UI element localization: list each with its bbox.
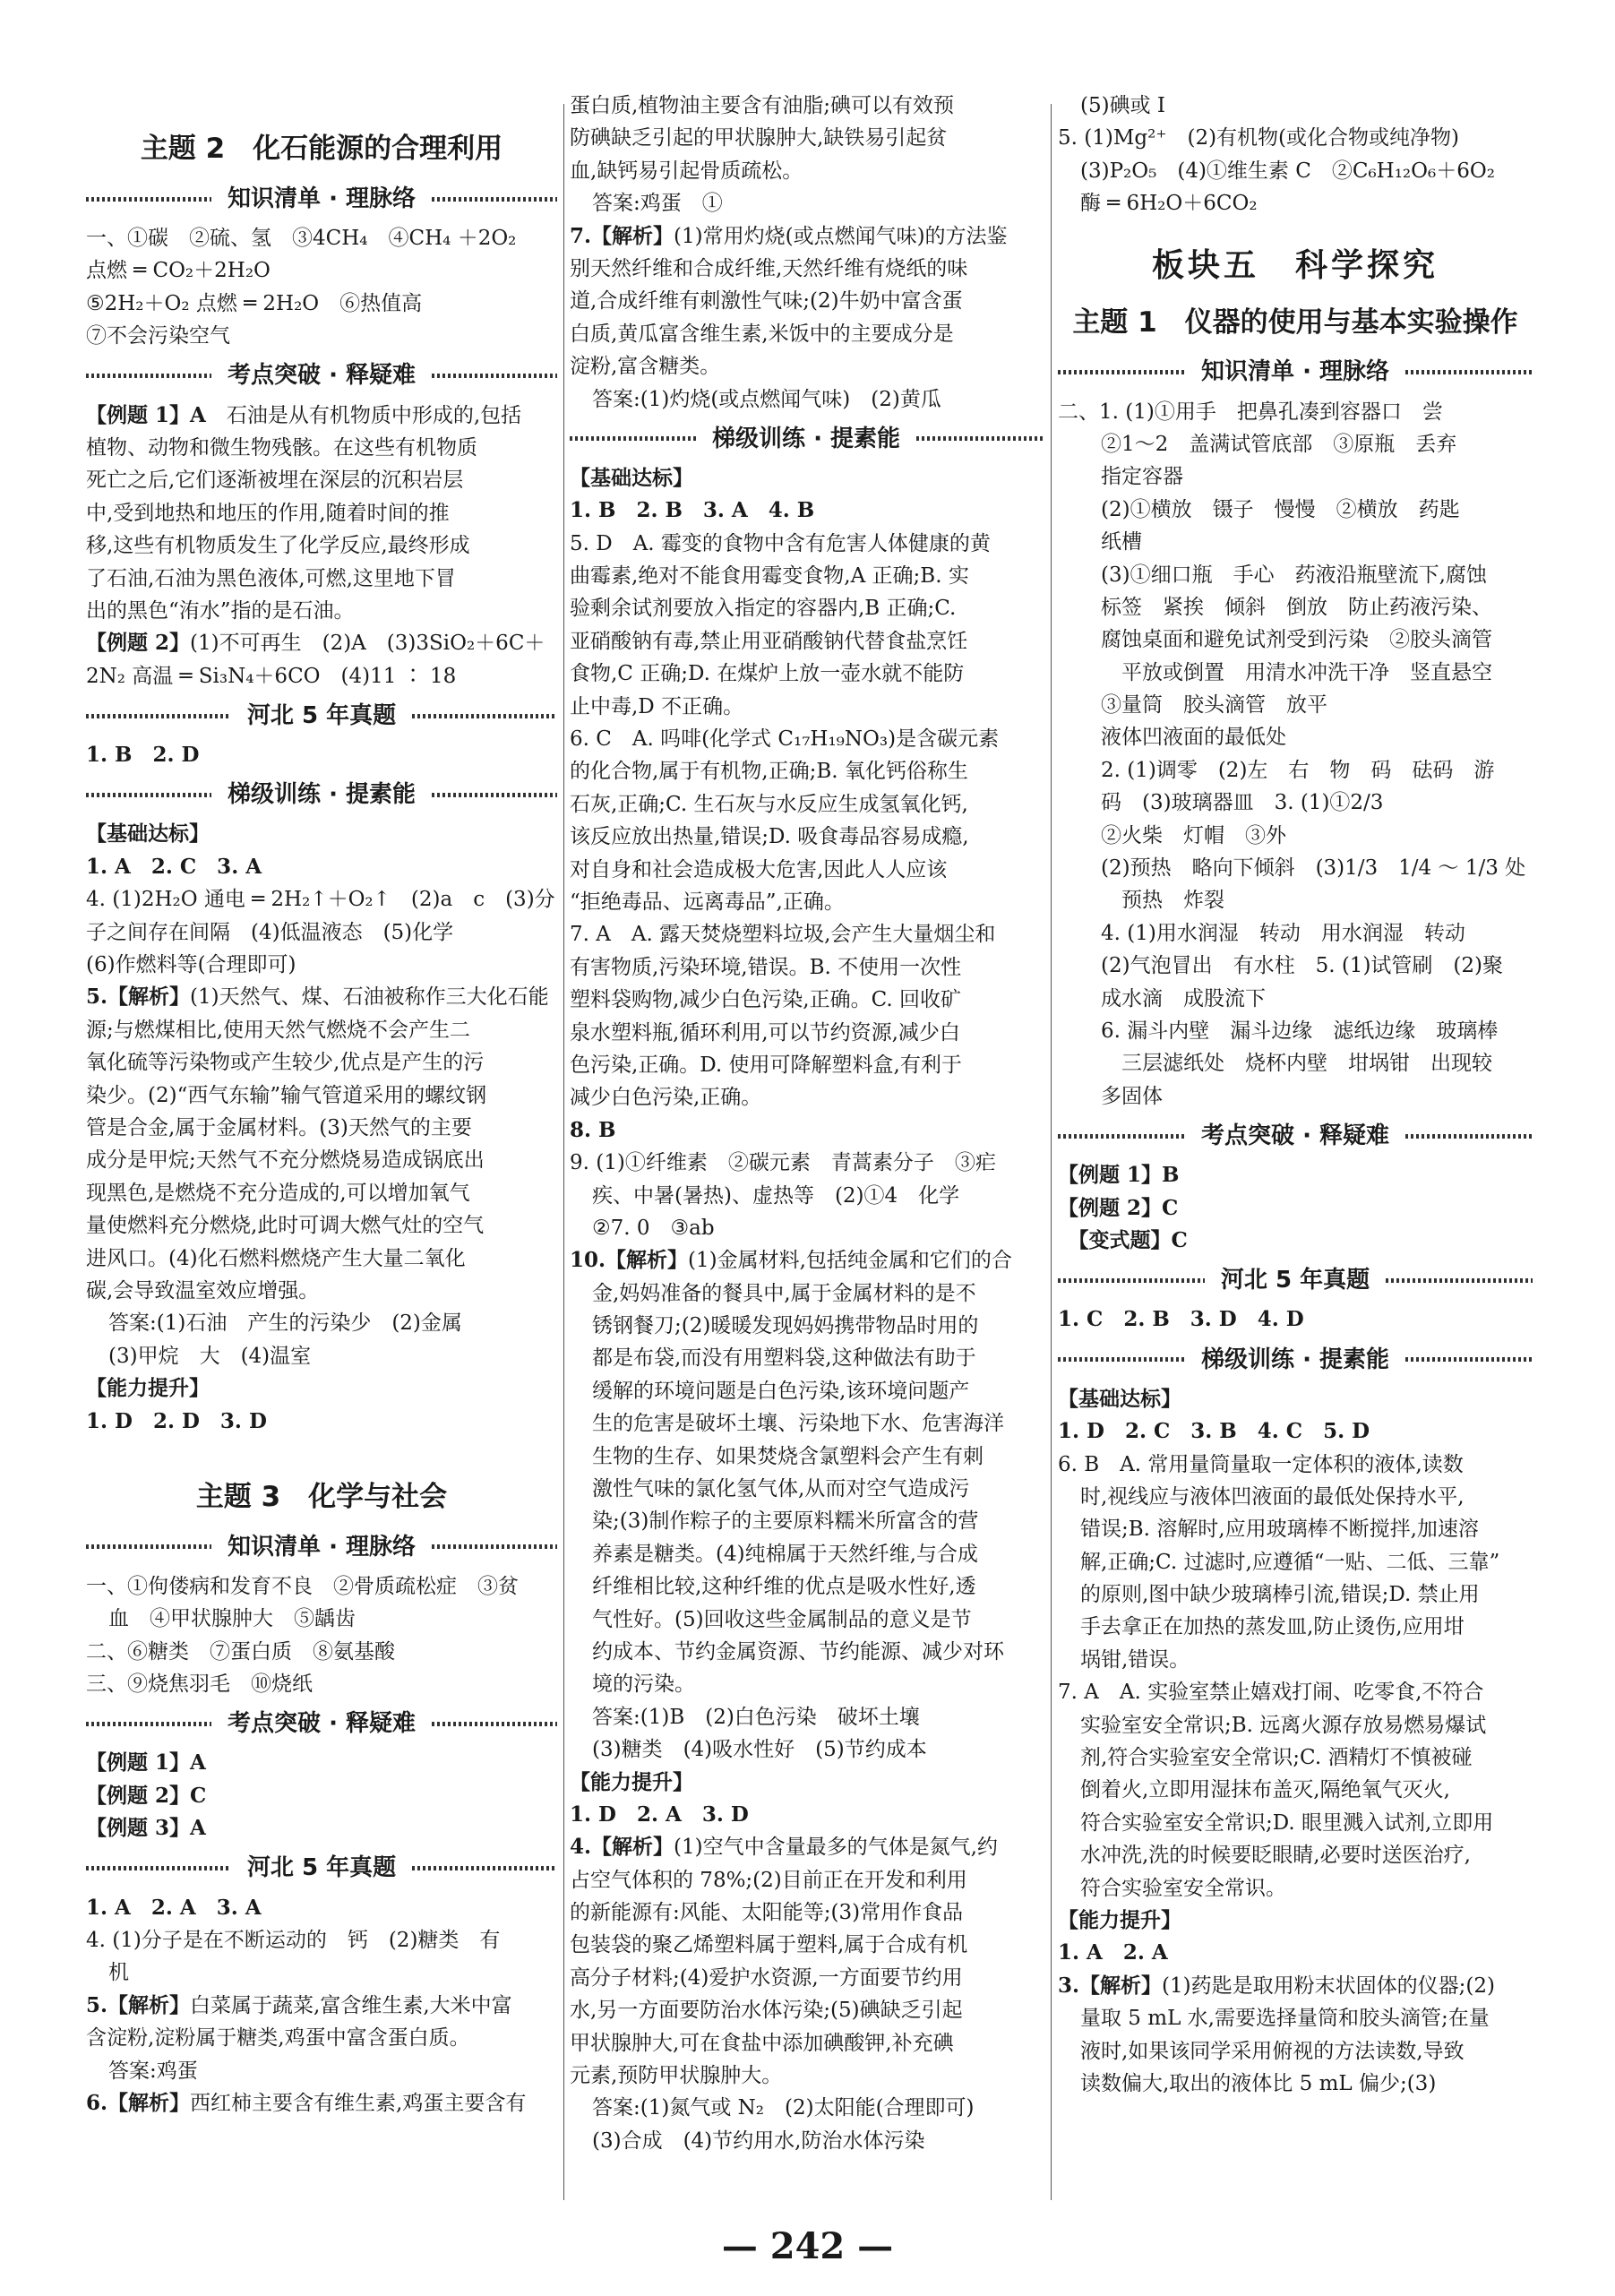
- text-line: (2)预热 略向下倾斜 (3)1/3 1/4 ～ 1/3 处: [1101, 856, 1526, 881]
- text-line: 量使燃料充分燃烧,此时可调大燃气灶的空气: [86, 1214, 485, 1238]
- column-divider: [1051, 104, 1052, 2200]
- text-line: 气性好。(5)回收这些金属制品的意义是节: [592, 1607, 972, 1631]
- banner-rule: [86, 793, 211, 797]
- text-line: 生的危害是破坏土壤、污染地下水、危害海洋: [592, 1412, 1004, 1436]
- answer-tag: 【例题 1】A: [86, 402, 206, 427]
- text-line: (3)①细口瓶 手心 药液沿瓶壁流下,腐蚀: [1101, 563, 1487, 587]
- text-line: ②火柴 灯帽 ③外: [1101, 823, 1286, 847]
- banner-rule: [1058, 1278, 1205, 1283]
- section-banner: [86, 698, 557, 734]
- section-banner: [570, 421, 1043, 457]
- banner-rule: [1386, 1278, 1533, 1283]
- text-line: 对自身和社会造成极大危害,因此人人应该: [570, 857, 948, 881]
- text-line: 1. A 2. A: [1058, 1940, 1168, 1965]
- text-line: 标签 紧挨 倾斜 倒放 防止药液污染、: [1101, 595, 1492, 619]
- text-line: 4.【解析】(1)空气中含量最多的气体是氮气,约: [570, 1835, 998, 1860]
- text-line: 石灰,正确;C. 生石灰与水反应生成氢氧化钙,: [570, 792, 968, 816]
- text-line: 6. 漏斗内壁 漏斗边缘 滤纸边缘 玻璃棒: [1101, 1019, 1499, 1043]
- banner-rule: [432, 1722, 557, 1726]
- column-divider: [563, 104, 564, 2200]
- banner-rule: [1405, 1357, 1533, 1362]
- text-line: 含淀粉,淀粉属于糖类,鸡蛋中富含蛋白质。: [86, 2026, 470, 2051]
- text-line: 4. (1)用水润湿 转动 用水润湿 转动: [1101, 921, 1465, 945]
- text-line: 酶 ═ 6H₂O＋6CO₂: [1080, 192, 1258, 216]
- text-line: 色污染,正确。D. 使用可降解塑料盒,有利于: [570, 1053, 962, 1077]
- text-line: 的原则,图中缺少玻璃棒引流,错误;D. 禁止用: [1080, 1583, 1480, 1607]
- banner-title: 考点突破 · 释疑难: [1201, 1122, 1389, 1149]
- text-line: 碳,会导致温室效应增强。: [86, 1278, 320, 1303]
- text-line: ②7. 0 ③ab: [592, 1216, 715, 1240]
- text-line: 激性气味的氯化氢气体,从而对空气造成污: [592, 1477, 970, 1501]
- text-line: 5. D A. 霉变的食物中含有危害人体健康的黄: [570, 531, 991, 555]
- text-line: 出的黑色“洧水”指的是石油。: [86, 598, 355, 623]
- answer-tag: 4.【解析】: [570, 1835, 674, 1860]
- column-1: [86, 90, 557, 2120]
- column-2: [570, 90, 1043, 2157]
- text-line: 答案:(1)氮气或 N₂ (2)太阳能(合理即可): [592, 2096, 975, 2120]
- text-line: 错误;B. 溶解时,应用玻璃棒不断搅拌,加速溶: [1080, 1518, 1479, 1542]
- banner-title: 河北 5 年真题: [246, 1854, 397, 1882]
- spacer: [86, 90, 557, 122]
- text-line: 血 ④甲状腺肿大 ⑤龋齿: [108, 1607, 356, 1631]
- text-line: 【例题 2】C: [86, 1783, 207, 1808]
- topic-heading: 主题 1 仪器的使用与基本实验操作: [1072, 305, 1518, 339]
- answer-tag: 【例题 2】: [86, 631, 191, 656]
- text-line: 高分子材料;(4)爱护水资源,一方面要节约用: [570, 1965, 963, 1990]
- text-line: 血,缺钙易引起骨质疏松。: [570, 159, 803, 183]
- text-line: 源;与燃煤相比,使用天然气燃烧不会产生二: [86, 1018, 471, 1042]
- text-line: 1. D 2. D 3. D: [86, 1408, 267, 1433]
- banner-rule: [1405, 1134, 1533, 1139]
- text-line: 腐蚀桌面和避免试剂受到污染 ②胶头滴管: [1101, 628, 1492, 652]
- text-line: 量取 5 mL 水,需要选择量筒和胶头滴管;在量: [1080, 2007, 1490, 2031]
- spacer: [1058, 220, 1533, 236]
- text-line: 【变式题】C: [1058, 1227, 1188, 1252]
- banner-title: 河北 5 年真题: [246, 701, 397, 729]
- text-line: 淀粉,富含糖类。: [570, 355, 721, 379]
- text-line: 子之间存在间隔 (4)低温液态 (5)化学: [86, 920, 454, 944]
- text-line: 缓解的环境问题是白色污染,该环境问题产: [592, 1379, 970, 1403]
- text-line: 答案:(1)B (2)白色污染 破坏土壤: [592, 1705, 920, 1729]
- text-line: 1. A 2. A 3. A: [86, 1895, 262, 1920]
- text-line: (3)甲烷 大 (4)温室: [108, 1344, 312, 1368]
- text-line: 减少白色污染,正确。: [570, 1086, 762, 1110]
- text-line: 1. A 2. C 3. A: [86, 854, 262, 879]
- text-line: 6. C A. 吗啡(化学式 C₁₇H₁₉NO₃)是含碳元素: [570, 727, 1000, 752]
- text-line: 一、①佝偻病和发育不良 ②骨质疏松症 ③贫: [86, 1574, 519, 1598]
- text-line: 解,正确;C. 过滤时,应遵循“一贴、二低、三靠”: [1080, 1550, 1500, 1574]
- banner-title: 梯级训练 · 提素能: [228, 781, 416, 809]
- banner-rule: [86, 714, 231, 718]
- banner-rule: [86, 1866, 231, 1870]
- text-line: 塑料袋购物,减少白色污染,正确。C. 回收矿: [570, 988, 962, 1012]
- text-line: 三、⑨烧焦羽毛 ⑩烧纸: [86, 1673, 313, 1697]
- text-line: 防碘缺乏引起的甲状腺肿大,缺铁易引起贫: [570, 126, 948, 150]
- text-line: 7.【解析】(1)常用灼烧(或点燃闻气味)的方法鉴: [570, 223, 1008, 248]
- text-line: 包装袋的聚乙烯塑料属于塑料,属于合成有机: [570, 1933, 968, 1957]
- banner-rule: [570, 436, 696, 441]
- text-line: 时,视线应与液体凹液面的最低处保持水平,: [1080, 1484, 1465, 1509]
- text-line: 【基础达标】: [570, 465, 693, 490]
- text-line: 答案:(1)灼烧(或点燃闻气味) (2)黄瓜: [592, 387, 941, 411]
- banner-rule: [432, 1544, 557, 1549]
- answer-tag: 7.【解析】: [570, 223, 674, 248]
- text-line: 5.【解析】白菜属于蔬菜,富含维生素,大米中富: [86, 1992, 512, 2017]
- banner-rule: [916, 436, 1043, 441]
- section-banner: [1058, 1342, 1533, 1378]
- text-line: 的化合物,属于有机物,正确;B. 氧化钙俗称生: [570, 760, 968, 784]
- answer-tag: 6.【解析】: [86, 2090, 191, 2115]
- text-line: 水,另一方面要防治水体污染;(5)碘缺乏引起: [570, 1999, 963, 2023]
- text-line: 该反应放出热量,错误;D. 吸食毒品容易成瘾,: [570, 825, 969, 849]
- text-line: 1. D 2. C 3. B 4. C 5. D: [1058, 1419, 1370, 1444]
- banner-rule: [412, 1866, 557, 1870]
- banner-title: 梯级训练 · 提素能: [712, 425, 900, 452]
- text-line: 食物,C 正确;D. 在煤炉上放一壶水就不能防: [570, 662, 965, 686]
- text-line: 8. B: [570, 1117, 616, 1142]
- text-line: 9. (1)①纤维素 ②碳元素 青蒿素分子 ③疟: [570, 1151, 996, 1175]
- text-line: 码 (3)玻璃器皿 3. (1)①2/3: [1101, 791, 1384, 815]
- text-line: 【能力提升】: [570, 1769, 693, 1794]
- text-line: ③量筒 胶头滴管 放平: [1101, 693, 1327, 718]
- column-3: [1058, 90, 1533, 2100]
- text-line: (3)P₂O₅ (4)①维生素 C ②C₆H₁₂O₆＋6O₂: [1080, 159, 1495, 183]
- banner-rule: [432, 793, 557, 797]
- text-line: 纸槽: [1101, 530, 1142, 555]
- banner-title: 河北 5 年真题: [1220, 1267, 1370, 1294]
- text-line: 【例题 1】A: [86, 1750, 206, 1776]
- text-line: 埚钳,错误。: [1080, 1647, 1190, 1672]
- text-line: (3)合成 (4)节约用水,防治水体污染: [592, 2128, 925, 2153]
- text-line: 【例题 2】(1)不可再生 (2)A (3)3SiO₂＋6C＋: [86, 631, 545, 656]
- text-line: ②1～2 盖满试管底部 ③原瓶 丢弃: [1101, 432, 1457, 456]
- text-line: 4. (1)2H₂O 通电 ═ 2H₂↑＋O₂↑ (2)a c (3)分: [86, 888, 555, 912]
- text-line: 实验室安全常识;B. 远离火源存放易燃易爆试: [1080, 1713, 1487, 1737]
- banner-rule: [86, 1544, 211, 1549]
- banner-title: 梯级训练 · 提素能: [1201, 1346, 1389, 1373]
- text-line: 指定容器: [1101, 465, 1183, 489]
- text-line: 泉水塑料瓶,循环利用,可以节约资源,减少白: [570, 1020, 960, 1045]
- banner-rule: [86, 197, 211, 202]
- text-line: 倒着火,立即用湿抹布盖灭,隔绝氧气灭火,: [1080, 1778, 1450, 1802]
- text-line: 三层滤纸处 烧杯内壁 坩埚钳 出现较: [1101, 1052, 1492, 1076]
- section-banner: [86, 358, 557, 394]
- text-line: 植物、动物和微生物残骸。在这些有机物质: [86, 435, 477, 460]
- text-line: ⑦不会污染空气: [86, 324, 230, 348]
- text-line: (3)糖类 (4)吸水性好 (5)节约成本: [592, 1738, 927, 1762]
- section-banner: [86, 1529, 557, 1565]
- text-line: 有害物质,污染环境,错误。B. 不使用一次性: [570, 955, 962, 979]
- banner-rule: [1405, 370, 1533, 374]
- text-line: 1. B 2. D: [86, 743, 200, 768]
- text-line: 染少。(2)“西气东输”输气管道采用的螺纹钢: [86, 1083, 487, 1107]
- text-line: 【基础达标】: [86, 821, 210, 847]
- text-line: 管是合金,属于金属材料。(3)天然气的主要: [86, 1115, 472, 1139]
- text-line: 占空气体积的 78%;(2)目前正在开发和利用: [570, 1868, 967, 1892]
- text-line: 7. A A. 实验室禁止嬉戏打闹、吃零食,不符合: [1058, 1681, 1484, 1705]
- text-line: 6. B A. 常用量筒量取一定体积的液体,读数: [1058, 1452, 1464, 1476]
- banner-rule: [1058, 1357, 1185, 1362]
- text-line: 锈钢餐刀;(2)暖暖发现妈妈携带物品时用的: [592, 1314, 979, 1338]
- text-line: 6.【解析】西红柿主要含有维生素,鸡蛋主要含有: [86, 2090, 527, 2115]
- text-line: 【能力提升】: [1058, 1907, 1181, 1932]
- text-line: 中,受到地热和地压的作用,随着时间的推: [86, 501, 450, 525]
- text-line: 7. A A. 露天焚烧塑料垃圾,会产生大量烟尘和: [570, 923, 996, 947]
- text-line: 移,这些有机物质发生了化学反应,最终形成: [86, 534, 470, 558]
- text-line: 的新能源有:风能、太阳能等;(3)常用作食品: [570, 1901, 964, 1925]
- spacer: [86, 1438, 557, 1470]
- text-line: 甲状腺肿大,可在食盐中添加碘酸钾,补充碘: [570, 2031, 954, 2055]
- text-line: 1. C 2. B 3. D 4. D: [1058, 1307, 1304, 1332]
- text-line: (2)①横放 镊子 慢慢 ②横放 药匙: [1101, 497, 1460, 521]
- answer-tag: 10.【解析】: [570, 1248, 689, 1273]
- section-banner: [86, 1706, 557, 1741]
- text-line: 进风口。(4)化石燃料燃烧产生大量二氧化: [86, 1246, 466, 1270]
- text-line: 符合实验室安全常识;D. 眼里溅入试剂,立即用: [1080, 1810, 1494, 1835]
- text-line: 约成本、节约金属资源、节约能源、减少对环: [592, 1639, 1004, 1664]
- section-banner: [1058, 355, 1533, 391]
- banner-rule: [432, 197, 557, 202]
- text-line: 都是布袋,而没有用塑料袋,这种做法有助于: [592, 1346, 976, 1371]
- text-line: 手去拿正在加热的蒸发皿,防止烫伤,应用坩: [1080, 1615, 1465, 1639]
- text-line: 曲霉素,绝对不能食用霉变食物,A 正确;B. 实: [570, 564, 969, 589]
- text-line: 1. B 2. B 3. A 4. B: [570, 498, 815, 523]
- text-line: 点燃 ═ CO₂＋2H₂O: [86, 259, 271, 283]
- text-line: (2)气泡冒出 有水柱 5. (1)试管刷 (2)聚: [1101, 954, 1503, 978]
- text-line: 水冲洗,洗的时候要眨眼睛,必要时送医治疗,: [1080, 1844, 1471, 1868]
- text-line: 平放或倒置 用清水冲洗干净 竖直悬空: [1101, 660, 1492, 684]
- text-line: 5.【解析】(1)天然气、煤、石油被称作三大化石能: [86, 985, 549, 1010]
- banner-rule: [432, 374, 557, 378]
- text-line: 白质,黄瓜富含维生素,米饭中的主要成分是: [570, 322, 954, 346]
- text-line: 亚硝酸钠有毒,禁止用亚硝酸钠代替食盐烹饪: [570, 629, 968, 653]
- text-line: ⑤2H₂＋O₂ 点燃 ═ 2H₂O ⑥热值高: [86, 291, 423, 315]
- text-line: 液时,如果该同学采用俯视的方法读数,导致: [1080, 2039, 1465, 2063]
- text-line: 剂,符合实验室安全常识;C. 酒精灯不慎被碰: [1080, 1746, 1473, 1770]
- banner-title: 考点突破 · 释疑难: [228, 1710, 416, 1738]
- text-line: 10.【解析】(1)金属材料,包括纯金属和它们的合: [570, 1248, 1012, 1273]
- text-line: 金,妈妈准备的餐具中,属于金属材料的是不: [592, 1281, 976, 1305]
- text-line: 元素,预防甲状腺肿大。: [570, 2064, 783, 2088]
- text-line: 道,合成纤维有刺激性气味;(2)牛奶中富含蛋: [570, 289, 963, 314]
- banner-rule: [86, 374, 211, 378]
- page-number: — 242 —: [721, 2225, 894, 2267]
- text-line: “拒绝毒品、远离毒品”,正确。: [570, 890, 845, 914]
- banner-title: 知识清单 · 理脉络: [228, 185, 416, 212]
- text-line: 境的污染。: [592, 1673, 695, 1697]
- topic-heading: 主题 2 化石能源的合理利用: [140, 133, 503, 165]
- text-line: 机: [108, 1961, 129, 1985]
- text-line: 纤维相比较,这种纤维的优点是吸水性好,透: [592, 1575, 976, 1599]
- section-heading: 板块五 科学探究: [1151, 246, 1439, 284]
- text-line: 二、1. (1)①用手 把鼻孔凑到容器口 尝: [1058, 400, 1443, 424]
- text-line: 染;(3)制作粽子的主要原料糯米所富含的营: [592, 1509, 979, 1534]
- section-banner: [86, 181, 557, 217]
- text-line: 【例题 3】A: [86, 1816, 206, 1841]
- text-line: 4. (1)分子是在不断运动的 钙 (2)糖类 有: [86, 1929, 501, 1953]
- banner-title: 知识清单 · 理脉络: [228, 1533, 416, 1561]
- section-banner: [1058, 1118, 1533, 1154]
- text-line: 生物的生存、如果焚烧含氯塑料会产生有刺: [592, 1444, 984, 1468]
- text-line: 验剩余试剂要放入指定的容器内,B 正确;C.: [570, 597, 957, 621]
- text-line: 符合实验室安全常识。: [1080, 1876, 1286, 1900]
- text-line: 【例题 2】C: [1058, 1195, 1179, 1220]
- text-line: 2N₂ 高温 ═ Si₃N₄＋6CO (4)11 ∶ 18: [86, 664, 457, 688]
- section-banner: [1058, 1262, 1533, 1298]
- text-line: 1. D 2. A 3. D: [570, 1802, 749, 1827]
- topic-heading: 主题 3 化学与社会: [195, 1480, 448, 1513]
- section-banner: [86, 1851, 557, 1887]
- text-line: 一、①碳 ②硫、氢 ③4CH₄ ④CH₄ ＋2O₂: [86, 227, 517, 250]
- text-line: 答案:鸡蛋: [108, 2059, 198, 2083]
- text-line: 止中毒,D 不正确。: [570, 694, 744, 718]
- banner-rule: [1058, 370, 1185, 374]
- text-line: 现黑色,是燃烧不充分造成的,可以增加氧气: [86, 1181, 470, 1205]
- text-line: 疾、中暑(暑热)、虚热等 (2)①4 化学: [592, 1183, 960, 1208]
- text-line: 答案:(1)石油 产生的污染少 (2)金属: [108, 1311, 462, 1336]
- text-line: 多固体: [1101, 1084, 1163, 1108]
- answer-tag: 3.【解析】: [1058, 1973, 1163, 1998]
- text-line: 【能力提升】: [86, 1376, 210, 1401]
- text-line: 【例题 1】B: [1058, 1163, 1180, 1188]
- text-line: 5. (1)Mg²⁺ (2)有机物(或化合物或纯净物): [1058, 126, 1459, 150]
- banner-rule: [1058, 1134, 1185, 1139]
- banner-title: 知识清单 · 理脉络: [1201, 358, 1389, 386]
- banner-title: 考点突破 · 释疑难: [228, 362, 416, 390]
- answer-tag: 5.【解析】: [86, 985, 191, 1010]
- section-banner: [86, 777, 557, 813]
- text-line: 别天然纤维和合成纤维,天然纤维有烧纸的味: [570, 256, 968, 280]
- answer-tag: 5.【解析】: [86, 1992, 191, 2017]
- text-line: 了石油,石油为黑色液体,可燃,这里地下冒: [86, 566, 456, 590]
- text-line: 成水滴 成股流下: [1101, 986, 1266, 1010]
- text-line: 3.【解析】(1)药匙是取用粉末状固体的仪器;(2): [1058, 1973, 1495, 1998]
- text-line: 蛋白质,植物油主要含有油脂;碘可以有效预: [570, 94, 955, 117]
- text-line: 【基础达标】: [1058, 1386, 1181, 1411]
- banner-rule: [86, 1722, 211, 1726]
- text-line: 液体凹液面的最低处: [1101, 726, 1286, 750]
- text-line: (5)碘或 I: [1080, 94, 1165, 117]
- banner-rule: [412, 714, 557, 718]
- text-line: 答案:鸡蛋 ①: [592, 192, 723, 216]
- text-line: 氧化硫等污染物或产生较少,优点是产生的污: [86, 1051, 485, 1075]
- text-line: (6)作燃料等(合理即可): [86, 953, 296, 977]
- text-line: 【例题 1】A 石油是从有机物质中形成的,包括: [86, 402, 522, 427]
- text-line: 死亡之后,它们逐渐被埋在深层的沉积岩层: [86, 469, 464, 493]
- text-line: 养素是糖类。(4)纯棉属于天然纤维,与合成: [592, 1542, 978, 1566]
- text-line: 二、⑥糖类 ⑦蛋白质 ⑧氨基酸: [86, 1639, 395, 1664]
- text-line: 读数偏大,取出的液体比 5 mL 偏少;(3): [1080, 2071, 1437, 2095]
- text-line: 2. (1)调零 (2)左 右 物 码 砝码 游: [1101, 758, 1495, 782]
- text-line: 成分是甲烷;天然气不充分燃烧易造成锅底出: [86, 1148, 485, 1173]
- text-line: 预热 炸裂: [1101, 889, 1224, 913]
